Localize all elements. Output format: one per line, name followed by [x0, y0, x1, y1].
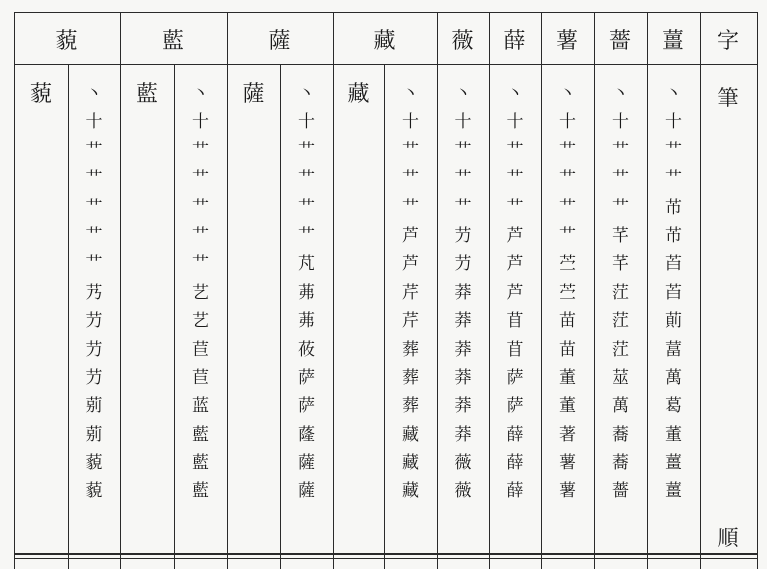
stroke-step: 苎	[559, 282, 576, 303]
full-character: 藐	[29, 82, 52, 107]
stroke-step: 芀	[85, 367, 103, 388]
stroke-step: 十	[559, 112, 576, 133]
stroke-step: 茳	[612, 339, 629, 360]
stroke-step: 丶	[612, 84, 629, 104]
stroke-step: 艹	[192, 254, 209, 275]
stroke-step: 艹	[192, 197, 209, 218]
stroke-sequence	[174, 80, 227, 506]
stroke-step: 芦	[506, 225, 524, 246]
stroke-sequence	[437, 80, 489, 506]
stroke-step: 葬	[402, 396, 419, 417]
stroke-sequence	[594, 80, 647, 506]
stroke-step: 莽	[454, 282, 472, 303]
stroke-step: 艹	[506, 169, 524, 190]
stroke-step: 芹	[402, 311, 419, 332]
stroke-step: 苩	[665, 254, 682, 275]
stroke-step: 苗	[559, 339, 576, 360]
stroke-step: 薑	[665, 481, 682, 502]
stroke-step: 萬	[665, 367, 682, 388]
stroke-step: 艹	[454, 197, 472, 218]
stroke-step: 芀	[85, 311, 103, 332]
stroke-step: 芇	[665, 225, 682, 246]
stroke-step: 萨	[298, 367, 315, 388]
stroke-step: 十	[298, 112, 315, 133]
stroke-step: 艺	[192, 311, 209, 332]
stroke-step: 十	[612, 112, 629, 133]
stroke-step: 薛	[506, 453, 524, 474]
stroke-step: 艹	[612, 140, 629, 161]
stroke-step: 芦	[402, 225, 419, 246]
stroke-step: 莽	[454, 396, 472, 417]
stroke-step: 艹	[612, 169, 629, 190]
stroke-step: 丶	[85, 84, 103, 104]
stroke-step: 艹	[665, 140, 682, 161]
column-header: 薔	[608, 28, 632, 54]
stroke-step: 薔	[612, 481, 629, 502]
stroke-step: 芹	[402, 282, 419, 303]
stroke-step: 苜	[506, 311, 524, 332]
stroke-step: 茳	[612, 282, 629, 303]
stroke-step: 葍	[665, 339, 682, 360]
stroke-step: 蕎	[612, 453, 629, 474]
column-header: 藍	[161, 28, 185, 54]
stroke-step: 十	[192, 112, 209, 133]
stroke-step: 丶	[506, 84, 524, 104]
stroke-step: 著	[559, 424, 576, 445]
stroke-step: 蕎	[612, 424, 629, 445]
column-header: 薛	[503, 28, 527, 54]
stroke-step: 艹	[454, 140, 472, 161]
column-rule	[700, 12, 701, 569]
stroke-step: 十	[85, 112, 103, 133]
stroke-step: 莽	[454, 367, 472, 388]
stroke-step: 薑	[665, 453, 682, 474]
column-rule	[227, 12, 228, 569]
stroke-step: 苣	[192, 339, 209, 360]
stroke-step: 艹	[559, 225, 576, 246]
stroke-step: 艹	[402, 169, 419, 190]
stroke-step: 芦	[506, 254, 524, 275]
column-header: 薑	[661, 28, 685, 54]
stroke-sequence	[384, 80, 437, 506]
stroke-step: 艹	[85, 169, 103, 190]
stroke-step: 艹	[559, 197, 576, 218]
stroke-step: 藐	[85, 481, 103, 502]
stroke-step: 莽	[454, 339, 472, 360]
side-label-bottom: 順	[717, 526, 739, 550]
stroke-step: 蕯	[298, 424, 315, 445]
column-header: 藏	[373, 28, 397, 54]
column-header: 藐	[55, 28, 79, 54]
stroke-step: 苜	[506, 339, 524, 360]
stroke-step: 莂	[85, 424, 103, 445]
column-header: 薯	[555, 28, 579, 54]
stroke-step: 丶	[402, 84, 419, 104]
stroke-step: 薩	[298, 481, 315, 502]
stroke-step: 艹	[559, 140, 576, 161]
stroke-step: 苗	[559, 311, 576, 332]
side-header: 字	[716, 28, 740, 54]
stroke-step: 苩	[665, 282, 682, 303]
stroke-step: 葬	[402, 367, 419, 388]
stroke-step: 莽	[454, 424, 472, 445]
stroke-step: 十	[454, 112, 472, 133]
stroke-step: 艹	[506, 140, 524, 161]
stroke-step: 芊	[612, 225, 629, 246]
stroke-step: 莽	[454, 311, 472, 332]
stroke-step: 丶	[559, 84, 576, 104]
stroke-step: 薛	[506, 481, 524, 502]
stroke-step: 艹	[506, 197, 524, 218]
stroke-step: 薯	[559, 453, 576, 474]
stroke-step: 萨	[506, 367, 524, 388]
stroke-step: 苎	[559, 254, 576, 275]
table-bottom-rule-2	[14, 558, 757, 559]
stroke-step: 丶	[192, 84, 209, 104]
column-rule	[14, 12, 15, 569]
table-bottom-rule	[14, 553, 757, 555]
stroke-step: 艹	[298, 140, 315, 161]
stroke-step: 艹	[192, 225, 209, 246]
stroke-step: 艹	[192, 140, 209, 161]
full-character: 薩	[242, 82, 265, 107]
stroke-step: 葬	[402, 339, 419, 360]
stroke-step: 薇	[454, 481, 472, 502]
stroke-step: 莂	[85, 396, 103, 417]
stroke-step: 藍	[192, 481, 209, 502]
stroke-step: 芦	[506, 282, 524, 303]
stroke-step: 十	[506, 112, 524, 133]
stroke-step: 薇	[454, 453, 472, 474]
stroke-step: 丶	[454, 84, 472, 104]
stroke-step: 藏	[402, 424, 419, 445]
stroke-step: 艹	[192, 169, 209, 190]
stroke-step: 艹	[85, 140, 103, 161]
stroke-step: 十	[665, 112, 682, 133]
stroke-step: 藍	[192, 424, 209, 445]
stroke-step: 芦	[402, 254, 419, 275]
stroke-step: 芀	[85, 339, 103, 360]
stroke-step: 薛	[506, 424, 524, 445]
full-character: 藍	[135, 82, 158, 107]
column-rule	[333, 12, 334, 569]
stroke-sequence	[280, 80, 333, 506]
stroke-step: 艿	[85, 282, 103, 303]
stroke-step: 芃	[298, 254, 315, 275]
stroke-step: 薯	[559, 481, 576, 502]
stroke-step: 薩	[298, 453, 315, 474]
stroke-step: 艹	[298, 169, 315, 190]
column-rule	[120, 12, 121, 569]
column-header: 薇	[451, 28, 475, 54]
stroke-sequence	[489, 80, 541, 506]
stroke-step: 艹	[298, 225, 315, 246]
stroke-step: 芊	[612, 254, 629, 275]
stroke-step: 葛	[665, 396, 682, 417]
stroke-step: 藏	[402, 481, 419, 502]
stroke-step: 莁	[612, 367, 629, 388]
stroke-step: 芀	[454, 225, 472, 246]
stroke-sequence	[68, 80, 120, 506]
stroke-step: 丶	[665, 84, 682, 104]
stroke-step: 萴	[665, 311, 682, 332]
stroke-step: 茀	[298, 311, 315, 332]
stroke-step: 艹	[85, 225, 103, 246]
stroke-step: 艹	[85, 254, 103, 275]
stroke-sequence	[541, 80, 594, 506]
stroke-step: 艹	[298, 197, 315, 218]
stroke-step: 藏	[402, 453, 419, 474]
stroke-step: 十	[402, 112, 419, 133]
stroke-step: 艹	[559, 169, 576, 190]
stroke-step: 艹	[454, 169, 472, 190]
column-rule	[757, 12, 758, 569]
stroke-step: 萨	[506, 396, 524, 417]
stroke-step: 苣	[192, 367, 209, 388]
stroke-step: 藐	[85, 453, 103, 474]
stroke-step: 芀	[454, 254, 472, 275]
full-character: 藏	[347, 82, 370, 107]
stroke-step: 茳	[612, 311, 629, 332]
stroke-step: 艹	[665, 169, 682, 190]
stroke-step: 艹	[402, 140, 419, 161]
stroke-step: 芇	[665, 197, 682, 218]
side-label-top: 筆	[717, 86, 739, 110]
stroke-step: 茀	[298, 282, 315, 303]
stroke-step: 藍	[192, 453, 209, 474]
stroke-step: 艹	[612, 197, 629, 218]
stroke-sequence	[647, 80, 700, 506]
stroke-step: 艹	[85, 197, 103, 218]
stroke-step: 萨	[298, 396, 315, 417]
stroke-step: 艺	[192, 282, 209, 303]
stroke-step: 丶	[298, 84, 315, 104]
column-header: 薩	[268, 28, 292, 54]
stroke-step: 董	[559, 367, 576, 388]
stroke-step: 蓝	[192, 396, 209, 417]
stroke-step: 董	[559, 396, 576, 417]
stroke-step: 董	[665, 424, 682, 445]
stroke-step: 艹	[402, 197, 419, 218]
stroke-step: 萬	[612, 396, 629, 417]
stroke-step: 莜	[298, 339, 315, 360]
